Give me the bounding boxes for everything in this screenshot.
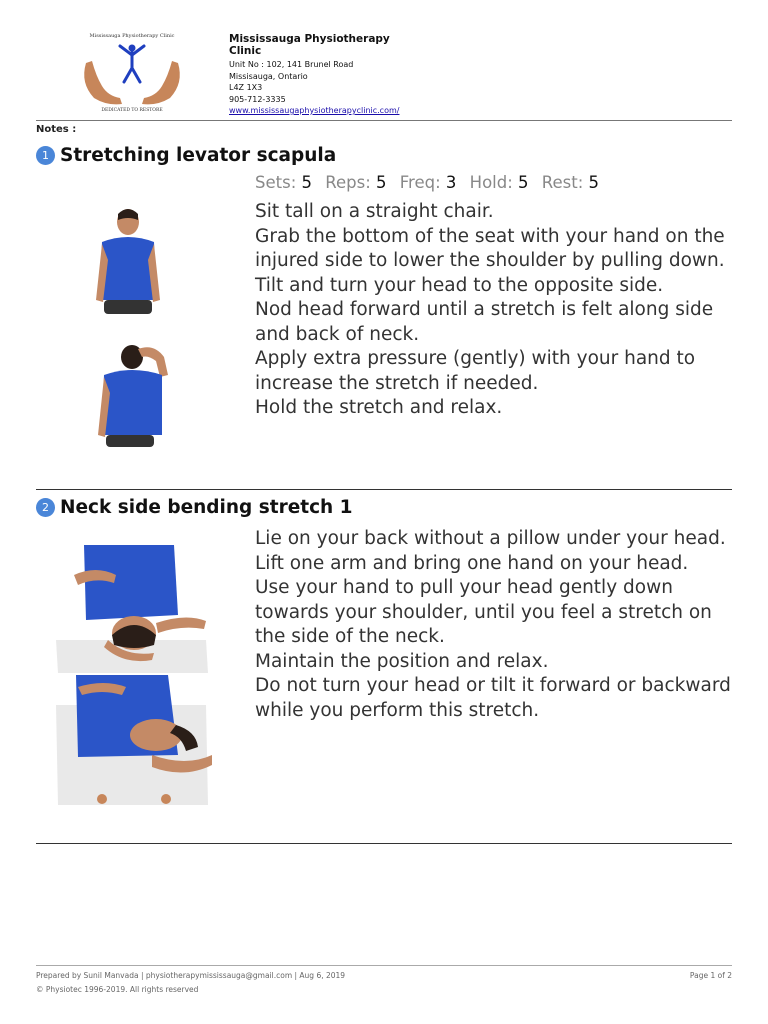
exercise-divider [36, 843, 732, 844]
instruction-step: Lift one arm and bring one hand on your head. [255, 552, 689, 574]
website-link[interactable]: www.mississaugaphysiotherapyclinic.com/ [229, 106, 400, 115]
header-divider [36, 120, 732, 121]
exercise-divider [36, 489, 732, 490]
exercise-title: Neck side bending stretch 1 [60, 497, 353, 518]
instruction-step: Hold the stretch and relax. [255, 397, 503, 418]
instruction-step: Maintain the position and relax. [255, 650, 549, 672]
exercise-number-badge: 1 [36, 146, 55, 165]
logo-caption-top: Mississauga Physiotherapy Clinic [89, 33, 175, 39]
footer-copyright: © Physiotec 1996-2019. All rights reserved [36, 985, 199, 994]
exercise-1-image-2 [88, 335, 178, 459]
rest-value: 5 [588, 173, 600, 192]
footer-prepared-by: Prepared by Sunil Manvada | physiotherapymississauga@gmail.com | Aug 6, 2019 [36, 971, 346, 980]
hold-value: 5 [518, 173, 529, 192]
exercise-2-instructions [255, 527, 735, 723]
clinic-name: Mississauga Physiotherapy Clinic [229, 33, 390, 57]
hold-label: Hold: [469, 173, 513, 192]
instruction-step: Lie on your back without a pillow under your head. [255, 528, 726, 549]
exercise-1-parameters [255, 173, 607, 192]
notes-label: Notes : [36, 124, 77, 135]
logo-caption-bottom: DEDICATED TO RESTORE [101, 108, 163, 113]
address-line-2: Missisauga, Ontario [229, 71, 308, 81]
freq-label: Freq: [399, 173, 441, 192]
address-line-1: Unit No : 102, 141 Brunel Road [229, 60, 354, 69]
instruction-step: Nod head forward until a stretch is felt along side and back of neck. [255, 299, 714, 345]
address-line-3: L4Z 1X3 [229, 83, 263, 92]
clinic-logo [72, 28, 192, 118]
instruction-step: Tilt and turn your head to the opposite side. [255, 274, 664, 296]
exercise-1-instructions [255, 200, 735, 421]
logo-graphic [72, 28, 192, 118]
clinic-header [36, 28, 732, 118]
exercise-1-heading [36, 145, 336, 166]
exercise-2-heading [36, 497, 353, 518]
exercise-2-image-1 [56, 545, 211, 677]
instruction-step: Grab the bottom of the seat with your hand on the injured side to lower the shoulder by pulling down. [255, 225, 725, 271]
instruction-step: Apply extra pressure (gently) with your hand to increase the stretch if needed. [255, 348, 696, 394]
phone-number: 905-712-3335 [229, 94, 286, 104]
rest-label: Rest: [541, 173, 584, 192]
exercise-2-image-2 [56, 675, 214, 809]
footer-divider [36, 965, 732, 966]
page-number: Page 1 of 2 [689, 971, 732, 980]
exercise-number-badge: 2 [36, 498, 55, 517]
sets-value: 5 [301, 173, 312, 192]
exercise-title: Stretching levator scapula [60, 145, 337, 166]
clinic-info [229, 33, 589, 117]
exercise-1-image-1 [88, 200, 168, 329]
sets-label: Sets: [255, 173, 297, 192]
instruction-step: Do not turn your head or tilt it forward or backward while you perform this stretch. [255, 675, 731, 721]
instruction-step: Sit tall on a straight chair. [255, 201, 494, 222]
freq-value: 3 [445, 173, 457, 192]
instruction-step: Use your hand to pull your head gently down towards your shoulder, until you feel a stretch on the side of the neck. [255, 577, 712, 647]
reps-label: Reps: [325, 173, 371, 192]
reps-value: 5 [376, 173, 387, 192]
